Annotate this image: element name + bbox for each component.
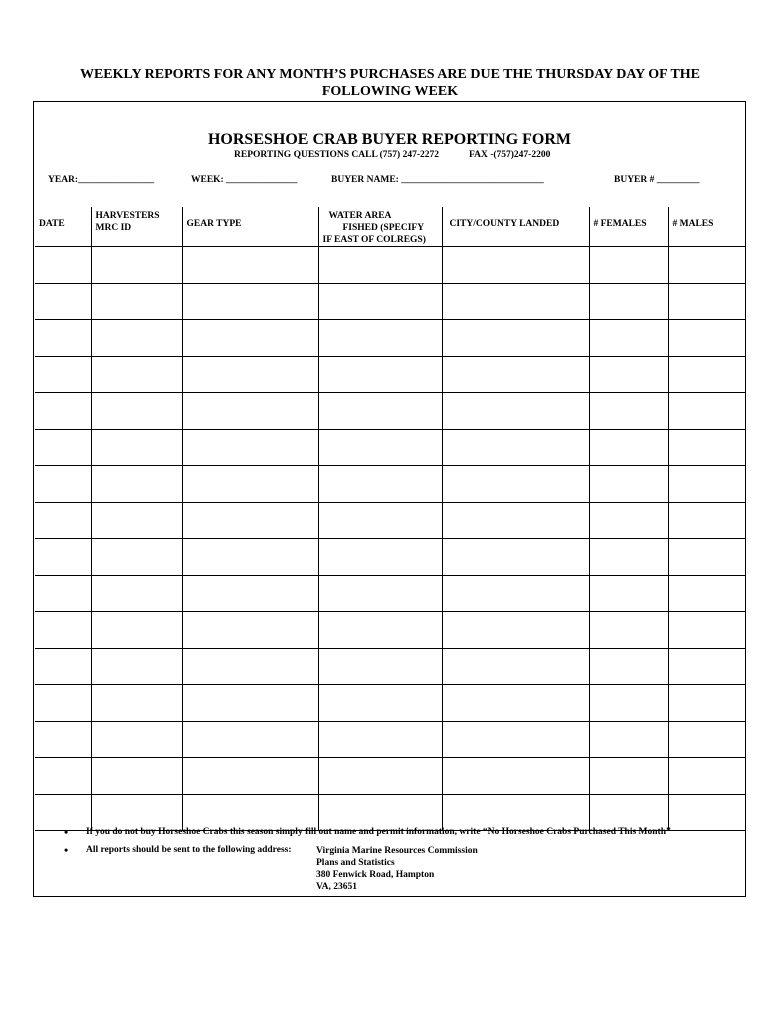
bullet-icon: • <box>64 825 69 839</box>
table-cell[interactable] <box>35 283 91 320</box>
table-cell[interactable] <box>589 612 668 649</box>
bullet-icon: • <box>64 843 69 857</box>
table-cell[interactable] <box>318 575 442 612</box>
mailing-note: All reports should be sent to the following address: <box>86 845 292 855</box>
purchase-table <box>35 207 746 831</box>
table-cell[interactable] <box>318 466 442 503</box>
due-notice-line-1: WEEKLY REPORTS FOR ANY MONTH’S PURCHASES ARE DUE THE THURSDAY DAY OF THE <box>79 67 701 82</box>
column-date: DATE <box>35 207 91 247</box>
table-cell[interactable] <box>442 758 589 795</box>
table-cell[interactable] <box>91 794 182 831</box>
table-cell[interactable] <box>182 393 318 430</box>
table-cell[interactable] <box>318 247 442 284</box>
table-cell[interactable] <box>589 429 668 466</box>
table-cell[interactable] <box>182 575 318 612</box>
table-cell[interactable] <box>318 685 442 722</box>
due-notice-line-2: FOLLOWING WEEK <box>321 84 459 99</box>
table-cell[interactable] <box>182 612 318 649</box>
table-row <box>35 356 746 393</box>
table-cell[interactable] <box>318 283 442 320</box>
contact-fax: FAX -(757)247-2200 <box>469 150 551 160</box>
table-cell[interactable] <box>318 794 442 831</box>
table-cell[interactable] <box>442 721 589 758</box>
due-notice-heading <box>30 66 750 100</box>
table-cell[interactable] <box>668 283 746 320</box>
table-cell[interactable] <box>91 429 182 466</box>
table-cell[interactable] <box>668 794 746 831</box>
column-city-county-landed: CITY/COUNTY LANDED <box>442 207 589 247</box>
table-cell[interactable] <box>91 758 182 795</box>
table-cell[interactable] <box>668 539 746 576</box>
table-cell[interactable] <box>318 539 442 576</box>
table-cell[interactable] <box>318 721 442 758</box>
table-cell[interactable] <box>668 575 746 612</box>
table-cell[interactable] <box>589 539 668 576</box>
table-cell[interactable] <box>442 247 589 284</box>
table-cell[interactable] <box>182 539 318 576</box>
table-row <box>35 794 746 831</box>
column-harvesters-mrc-id: HARVESTERS MRC ID <box>91 207 182 247</box>
table-cell[interactable] <box>589 502 668 539</box>
table-cell[interactable] <box>35 685 91 722</box>
table-cell[interactable] <box>668 320 746 357</box>
table-cell[interactable] <box>589 758 668 795</box>
table-row <box>35 247 746 284</box>
table-cell[interactable] <box>91 247 182 284</box>
column-males: # MALES <box>668 207 746 247</box>
table-cell[interactable] <box>91 612 182 649</box>
contact-phone: REPORTING QUESTIONS CALL (757) 247-2272 <box>234 150 439 160</box>
reporting-form <box>33 101 746 897</box>
table-row <box>35 612 746 649</box>
table-cell[interactable] <box>91 539 182 576</box>
table-cell[interactable] <box>91 283 182 320</box>
table-cell[interactable] <box>91 685 182 722</box>
table-cell[interactable] <box>668 247 746 284</box>
table-cell[interactable] <box>442 356 589 393</box>
table-cell[interactable] <box>91 320 182 357</box>
table-cell[interactable] <box>318 320 442 357</box>
table-cell[interactable] <box>318 502 442 539</box>
column-females: # FEMALES <box>589 207 668 247</box>
table-cell[interactable] <box>91 721 182 758</box>
table-cell[interactable] <box>589 466 668 503</box>
table-cell[interactable] <box>442 575 589 612</box>
table-cell[interactable] <box>35 575 91 612</box>
table-cell[interactable] <box>35 758 91 795</box>
buyer-number-field[interactable]: BUYER # _________ <box>614 175 700 185</box>
table-cell[interactable] <box>182 648 318 685</box>
table-cell[interactable] <box>442 685 589 722</box>
table-cell[interactable] <box>589 393 668 430</box>
table-cell[interactable] <box>35 356 91 393</box>
table-cell[interactable] <box>318 758 442 795</box>
table-row <box>35 502 746 539</box>
table-cell[interactable] <box>182 794 318 831</box>
table-cell[interactable] <box>182 502 318 539</box>
table-cell[interactable] <box>442 466 589 503</box>
form-title: HORSESHOE CRAB BUYER REPORTING FORM <box>207 131 572 148</box>
table-cell[interactable] <box>668 356 746 393</box>
table-cell[interactable] <box>442 320 589 357</box>
table-cell[interactable] <box>589 648 668 685</box>
table-cell[interactable] <box>668 502 746 539</box>
table-cell[interactable] <box>589 794 668 831</box>
table-cell[interactable] <box>35 721 91 758</box>
table-cell[interactable] <box>35 466 91 503</box>
table-cell[interactable] <box>442 429 589 466</box>
table-cell[interactable] <box>589 247 668 284</box>
table-cell[interactable] <box>589 356 668 393</box>
table-cell[interactable] <box>318 612 442 649</box>
table-cell[interactable] <box>91 356 182 393</box>
table-cell[interactable] <box>668 612 746 649</box>
table-cell[interactable] <box>442 648 589 685</box>
table-row <box>35 429 746 466</box>
table-row <box>35 466 746 503</box>
table-cell[interactable] <box>35 429 91 466</box>
table-cell[interactable] <box>318 356 442 393</box>
column-water-area: WATER AREA FISHED (SPECIFY IF EAST OF COLREGS) <box>318 207 442 247</box>
table-cell[interactable] <box>442 794 589 831</box>
table-cell[interactable] <box>589 721 668 758</box>
table-cell[interactable] <box>35 247 91 284</box>
table-cell[interactable] <box>182 320 318 357</box>
table-cell[interactable] <box>35 393 91 430</box>
table-cell[interactable] <box>35 320 91 357</box>
table-cell[interactable] <box>589 575 668 612</box>
no-purchase-note: If you do not buy Horseshoe Crabs this season simply fill out name and permit information, write “No Horseshoe Crabs Purchased This Month” <box>86 827 671 837</box>
table-cell[interactable] <box>35 539 91 576</box>
table-cell[interactable] <box>442 283 589 320</box>
table-cell[interactable] <box>668 758 746 795</box>
table-cell[interactable] <box>182 758 318 795</box>
table-cell[interactable] <box>668 393 746 430</box>
table-cell[interactable] <box>182 721 318 758</box>
table-cell[interactable] <box>182 247 318 284</box>
table-cell[interactable] <box>318 429 442 466</box>
table-row <box>35 320 746 357</box>
table-cell[interactable] <box>442 502 589 539</box>
table-row <box>35 539 746 576</box>
table-cell[interactable] <box>35 794 91 831</box>
table-cell[interactable] <box>35 612 91 649</box>
table-cell[interactable] <box>668 429 746 466</box>
table-cell[interactable] <box>442 539 589 576</box>
table-cell[interactable] <box>35 648 91 685</box>
table-cell[interactable] <box>668 648 746 685</box>
table-row <box>35 721 746 758</box>
table-cell[interactable] <box>589 320 668 357</box>
table-row <box>35 758 746 795</box>
table-row <box>35 685 746 722</box>
table-cell[interactable] <box>668 466 746 503</box>
table-cell[interactable] <box>91 393 182 430</box>
table-header-row <box>35 207 746 247</box>
table-cell[interactable] <box>442 393 589 430</box>
table-cell[interactable] <box>182 466 318 503</box>
table-cell[interactable] <box>91 648 182 685</box>
table-cell[interactable] <box>91 575 182 612</box>
table-cell[interactable] <box>182 685 318 722</box>
table-cell[interactable] <box>91 502 182 539</box>
table-cell[interactable] <box>668 685 746 722</box>
table-cell[interactable] <box>182 429 318 466</box>
table-row <box>35 648 746 685</box>
table-cell[interactable] <box>35 502 91 539</box>
table-cell[interactable] <box>318 393 442 430</box>
table-row <box>35 575 746 612</box>
week-field[interactable]: WEEK: _______________ <box>191 175 298 185</box>
table-cell[interactable] <box>182 356 318 393</box>
table-cell[interactable] <box>668 721 746 758</box>
table-cell[interactable] <box>589 283 668 320</box>
table-cell[interactable] <box>182 283 318 320</box>
table-cell[interactable] <box>442 612 589 649</box>
year-field[interactable]: YEAR:________________ <box>48 175 155 185</box>
column-gear-type: GEAR TYPE <box>182 207 318 247</box>
table-row <box>35 283 746 320</box>
table-cell[interactable] <box>589 685 668 722</box>
table-row <box>35 393 746 430</box>
mailing-address: Virginia Marine Resources Commission Plans and Statistics 380 Fenwick Road, Hampton VA, 23651 <box>316 846 478 892</box>
table-cell[interactable] <box>318 648 442 685</box>
buyer-name-field[interactable]: BUYER NAME: ______________________________ <box>331 175 544 185</box>
table-cell[interactable] <box>91 466 182 503</box>
